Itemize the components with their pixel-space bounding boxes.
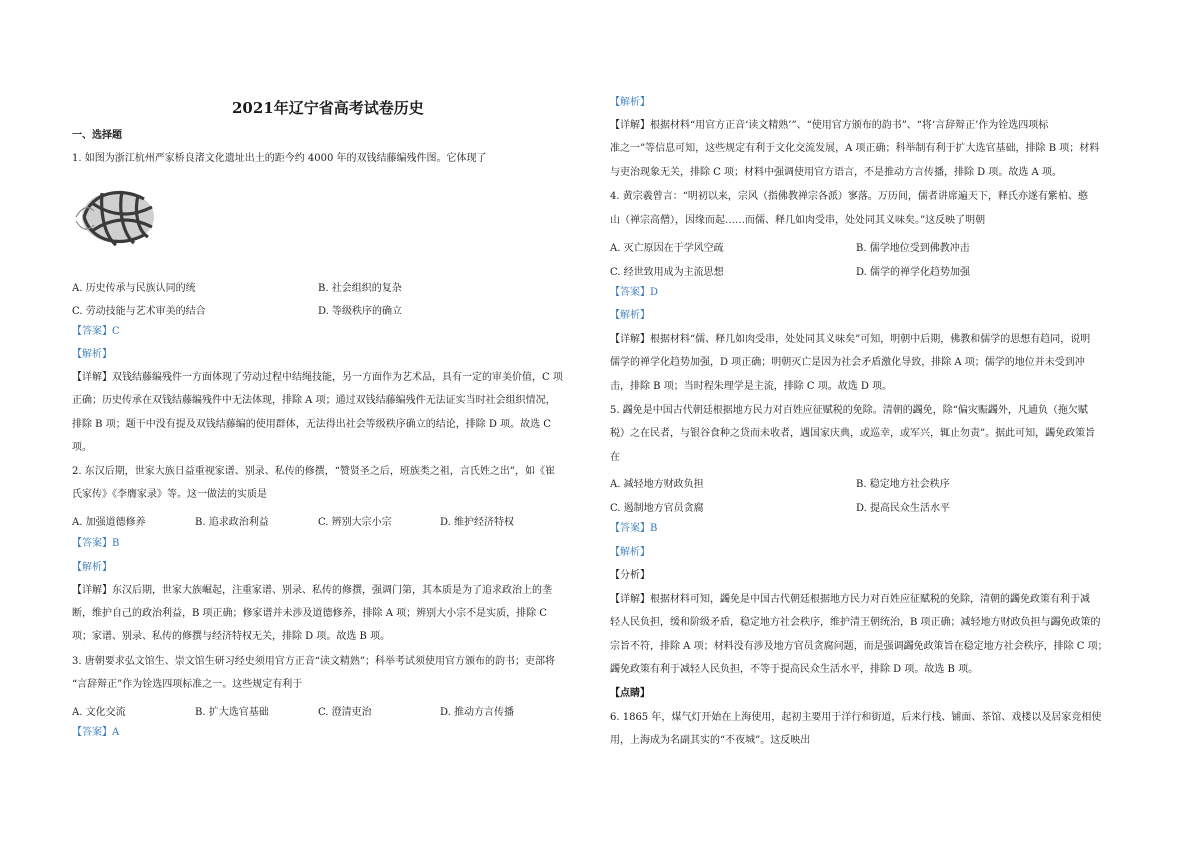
q2-option-d: D. 维护经济特权 <box>440 517 515 528</box>
q2-answer: 【答案】B <box>72 538 120 549</box>
q1-option-a: A. 历史传承与民族认同的统 <box>72 283 196 294</box>
q5-analysis-tag: 【解析】 <box>610 547 650 558</box>
q3-stem-line: 3. 唐朝要求弘文馆生、崇文馆生研习经史须用官方正音“读文精熟”；科举考试须使用官方颁布的韵书；吏部将 <box>72 656 555 667</box>
q5-stem-line: 在 <box>610 452 620 463</box>
q5-stem-line: 税）之在民者，与银谷食种之贷而未收者，遇国家庆典，或巡幸，或军兴，辄止勿责”。据此可知，蠲免政策旨 <box>610 428 1096 439</box>
q6-stem-line: 用，上海成为名副其实的“不夜城”。这反映出 <box>610 735 811 746</box>
q1-option-b: B. 社会组织的复杂 <box>318 283 402 294</box>
q1-analysis-tag: 【解析】 <box>72 349 112 360</box>
q2-analysis-tag: 【解析】 <box>72 562 112 573</box>
q4-option-b: B. 儒学地位受到佛教冲击 <box>856 243 970 254</box>
q3-detail-line: 【详解】根据材料“用官方正音‘读文精熟’”、“使用官方颁布的韵书”、“将‘言辞辩正’作为铨选四项标 <box>610 120 1049 131</box>
q3-option-d: D. 推动方言传播 <box>440 707 515 718</box>
rattan-knot-artifact-image <box>72 177 158 257</box>
q5-detail-line: 蠲免政策有利于减轻人民负担，不等于提高民众生活水平，排除 D 项。故选 B 项。 <box>610 664 979 675</box>
q4-detail-line: 击，排除 B 项；当时程朱理学是主流，排除 C 项。故选 D 项。 <box>610 381 893 392</box>
q5-option-c: C. 遏制地方官员贪腐 <box>610 503 704 514</box>
q2-option-a: A. 加强道德修养 <box>72 517 146 528</box>
q1-option-d: D. 等级秩序的确立 <box>318 306 403 317</box>
q5-stem-line: 5. 蠲免是中国古代朝廷根据地方民力对百姓应征赋税的免除。清朝的蠲免，除“偏灾赈蠲外，凡逋负（拖欠赋 <box>610 405 1088 416</box>
q4-detail-line: 儒学的禅学化趋势加强，D 项正确；明朝灭亡是因为社会矛盾激化导致，排除 A 项；儒学的地位并未受到冲 <box>610 357 1085 368</box>
q1-detail-line: 【详解】双钱结藤编残件一方面体现了劳动过程中结绳技能，另一方面作为艺术品，具有一定的审美价值，C 项 <box>72 372 563 383</box>
q4-detail-line: 【详解】根据材料“儒、释几如肉受串，处处同其义味矣”可知，明朝中后期，佛教和儒学的思想有趋同，说明 <box>610 334 1091 345</box>
q6-stem-line: 6. 1865 年，煤气灯开始在上海使用，起初主要用于洋行和街道，后来行栈、铺面、茶馆、戏楼以及居家竞相使 <box>610 712 1102 723</box>
q3-option-b: B. 扩大选官基础 <box>195 707 269 718</box>
q5-option-d: D. 提高民众生活水平 <box>856 503 951 514</box>
q3-detail-line: 准之一”等信息可知，这些规定有利于文化交流发展，A 项正确；科举制有利于扩大选官基础，排除 B 项；材料 <box>610 143 1100 154</box>
q4-option-a: A. 灭亡原因在于学风空疏 <box>610 243 724 254</box>
q3-detail-line: 与吏治现象无关，排除 C 项；材料中强调使用官方语言，不是推动方言传播，排除 D 项。故选 A 项。 <box>610 167 1062 178</box>
q3-option-a: A. 文化交流 <box>72 707 126 718</box>
q2-stem-line: 2. 东汉后期，世家大族日益重视家谱、别录、私传的修撰，“赞贤圣之后，班族类之祖，言氏姓之出”，如《崔 <box>72 466 555 477</box>
q3-analysis-tag: 【解析】 <box>610 97 650 108</box>
q4-option-d: D. 儒学的禅学化趋势加强 <box>856 267 971 278</box>
q1-option-c: C. 劳动技能与艺术审美的结合 <box>72 306 206 317</box>
q1-detail-line: 正确；历史传承在双钱结藤编残件中无法体现，排除 A 项；通过双钱结藤编残件无法证实当时社会组织情况， <box>72 395 556 406</box>
q5-fenxi-tag: 【分析】 <box>610 570 650 581</box>
q3-option-c: C. 澄清吏治 <box>318 707 372 718</box>
q2-detail-line: 断，维护自己的政治利益，B 项正确；修家谱并未涉及道德修养，排除 A 项；辨别大小宗不是实质，排除 C <box>72 608 547 619</box>
q5-detail-line: 【详解】根据材料可知，蠲免是中国古代朝廷根据地方民力对百姓应征赋税的免除，清朝的蠲免政策有利于减 <box>610 594 1090 605</box>
q2-detail-line: 【详解】东汉后期，世家大族崛起，注重家谱、别录、私传的修撰，强调门第，其本质是为了追求政治上的垄 <box>72 585 552 596</box>
q4-answer: 【答案】D <box>610 287 659 298</box>
q2-stem-line: 氏家传》《李膺家录》等。这一做法的实质是 <box>72 489 267 500</box>
q2-option-c: C. 辨别大宗小宗 <box>318 517 392 528</box>
section-heading: 一、选择题 <box>72 130 122 141</box>
page-title: 2021年辽宁省高考试卷历史 <box>232 99 424 117</box>
q5-answer: 【答案】B <box>610 523 658 534</box>
q2-option-b: B. 追求政治利益 <box>195 517 269 528</box>
q5-option-b: B. 稳定地方社会秩序 <box>856 479 950 490</box>
q5-detail-line: 宗旨不符，排除 A 项；材料没有涉及地方官员贪腐问题，而是强调蠲免政策旨在稳定地方社会秩序，排除 C 项； <box>610 641 1108 652</box>
q4-option-c: C. 经世致用成为主流思想 <box>610 267 724 278</box>
q3-stem-line: “言辞辩正”作为铨选四项标准之一。这些规定有利于 <box>72 679 303 690</box>
q4-stem-line: 4. 黄宗羲曾言：“明初以来，宗风（指佛教禅宗各派）寥落。万历间，儒者讲席遍天下，释氏亦遂有紫柏、憨 <box>610 191 1088 202</box>
q2-detail-line: 项；家谱、别录、私传的修撰与经济特权无关，排除 D 项。故选 B 项。 <box>72 631 391 642</box>
q1-detail-line: 项。 <box>72 442 92 453</box>
q1-answer: 【答案】C <box>72 326 120 337</box>
q4-stem-line: 山（禅宗高僧），因缘而起……而儒、释几如肉受串，处处同其义味矣。”这反映了明朝 <box>610 215 986 226</box>
q5-dianjing-tag: 【点睛】 <box>610 688 650 699</box>
q3-answer: 【答案】A <box>72 727 120 738</box>
q5-detail-line: 轻人民负担，缓和阶级矛盾，稳定地方社会秩序，维护清王朝统治，B 项正确；减轻地方财政负担与蠲免政策的 <box>610 617 1101 628</box>
q5-option-a: A. 减轻地方财政负担 <box>610 479 704 490</box>
q1-stem: 1. 如图为浙江杭州严家桥良渚文化遗址出土的距今约 4000 年的双钱结藤编残件图。它体现了 <box>72 153 487 164</box>
q1-detail-line: 排除 B 项；题干中没有提及双钱结藤编的使用群体，无法得出社会等级秩序确立的结论，排除 D 项。故选 C <box>72 419 551 430</box>
q4-analysis-tag: 【解析】 <box>610 310 650 321</box>
